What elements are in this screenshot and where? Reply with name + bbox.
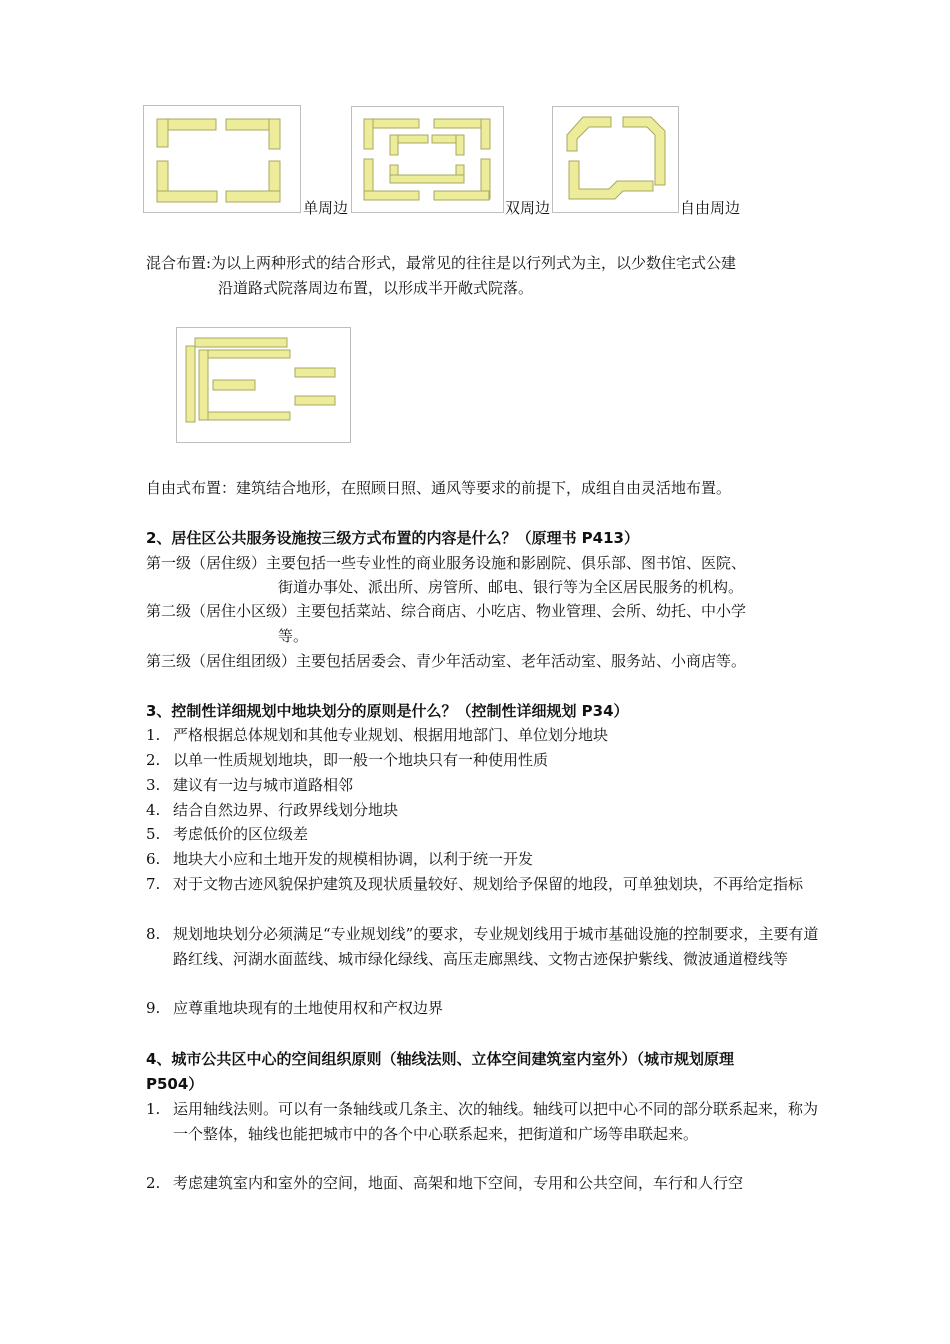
q4-heading-line-2: P504） [146, 1075, 204, 1093]
mixed-layout-line-2: 沿道路式院落周边布置，以形成半开敞式院落。 [218, 279, 534, 297]
list-item-number: 4. [146, 801, 161, 819]
list-item-number: 7. [146, 875, 161, 893]
list-item: 考虑建筑室内和室外的空间，地面、高架和地下空间，专用和公共空间，车行和人行空 [173, 1174, 744, 1192]
q2-level1-line1: 第一级（居住级）主要包括一些专业性的商业服务设施和影剧院、俱乐部、图书馆、医院、 [146, 554, 747, 572]
single-perimeter-caption: 单周边 [303, 199, 349, 217]
q2-level1-line2: 街道办事处、派出所、房管所、邮电、银行等为全区居民服务的机构。 [278, 578, 744, 596]
mixed-layout-line-1: 混合布置:为以上两种形式的结合形式，最常见的往往是以行列式为主，以少数住宅式公建 [146, 254, 737, 272]
free-perimeter-figure [552, 106, 679, 213]
list-item-number: 1. [146, 726, 161, 744]
list-item-number: 6. [146, 850, 161, 868]
q2-heading: 2、居住区公共服务设施按三级方式布置的内容是什么？（原理书 P413） [146, 529, 639, 547]
list-item: 应尊重地块现有的土地使用权和产权边界 [173, 999, 444, 1017]
free-perimeter-caption: 自由周边 [680, 199, 741, 217]
list-item-number: 1. [146, 1100, 161, 1118]
list-item: 地块大小应和土地开发的规模相协调，以利于统一开发 [173, 850, 534, 868]
list-item: 规划地块划分必须满足“专业规划线”的要求，专业规划线用于城市基础设施的控制要求，主要有道路红线、河湖水面蓝线、城市绿化绿线、高压走廊黑线、文物古迹保护紫线、微波通道橙线等 [173, 925, 819, 968]
list-item: 结合自然边界、行政界线划分地块 [173, 801, 399, 819]
q2-level3-line: 第三级（居住组团级）主要包括居委会、青少年活动室、老年活动室、服务站、小商店等。 [146, 652, 747, 670]
q2-level2-line1: 第二级（居住小区级）主要包括菜站、综合商店、小吃店、物业管理、会所、幼托、中小学 [146, 602, 747, 620]
list-item-number: 8. [146, 925, 161, 943]
list-item-number: 9. [146, 999, 161, 1017]
list-item: 严格根据总体规划和其他专业规划、根据用地部门、单位划分地块 [173, 726, 609, 744]
list-item-number: 3. [146, 776, 161, 794]
q3-heading: 3、控制性详细规划中地块划分的原则是什么？（控制性详细规划 P34） [146, 702, 629, 720]
list-item: 考虑低价的区位级差 [173, 825, 309, 843]
free-layout-text: 自由式布置：建筑结合地形，在照顾日照、通风等要求的前提下，成组自由灵活地布置。 [146, 479, 732, 497]
single-perimeter-figure [143, 105, 301, 213]
double-perimeter-caption: 双周边 [505, 199, 551, 217]
list-item: 运用轴线法则。可以有一条轴线或几条主、次的轴线。轴线可以把中心不同的部分联系起来，称为一个整体，轴线也能把城市中的各个中心联系起来，把街道和广场等串联起来。 [173, 1100, 819, 1143]
q2-level2-line2: 等。 [278, 627, 309, 645]
q4-heading-line-1: 4、城市公共区中心的空间组织原则（轴线法则、立体空间建筑室内室外）（城市规划原理 [146, 1050, 734, 1068]
list-item-number: 5. [146, 825, 161, 843]
list-item: 以单一性质规划地块，即一般一个地块只有一种使用性质 [173, 751, 549, 769]
list-item: 建议有一边与城市道路相邻 [173, 776, 354, 794]
list-item: 对于文物古迹风貌保护建筑及现状质量较好、规划给予保留的地段，可单独划块，不再给定指标 [173, 875, 804, 893]
double-perimeter-figure [351, 106, 504, 213]
list-item-number: 2. [146, 1174, 161, 1192]
list-item-number: 2. [146, 751, 161, 769]
mixed-layout-figure [176, 327, 351, 443]
